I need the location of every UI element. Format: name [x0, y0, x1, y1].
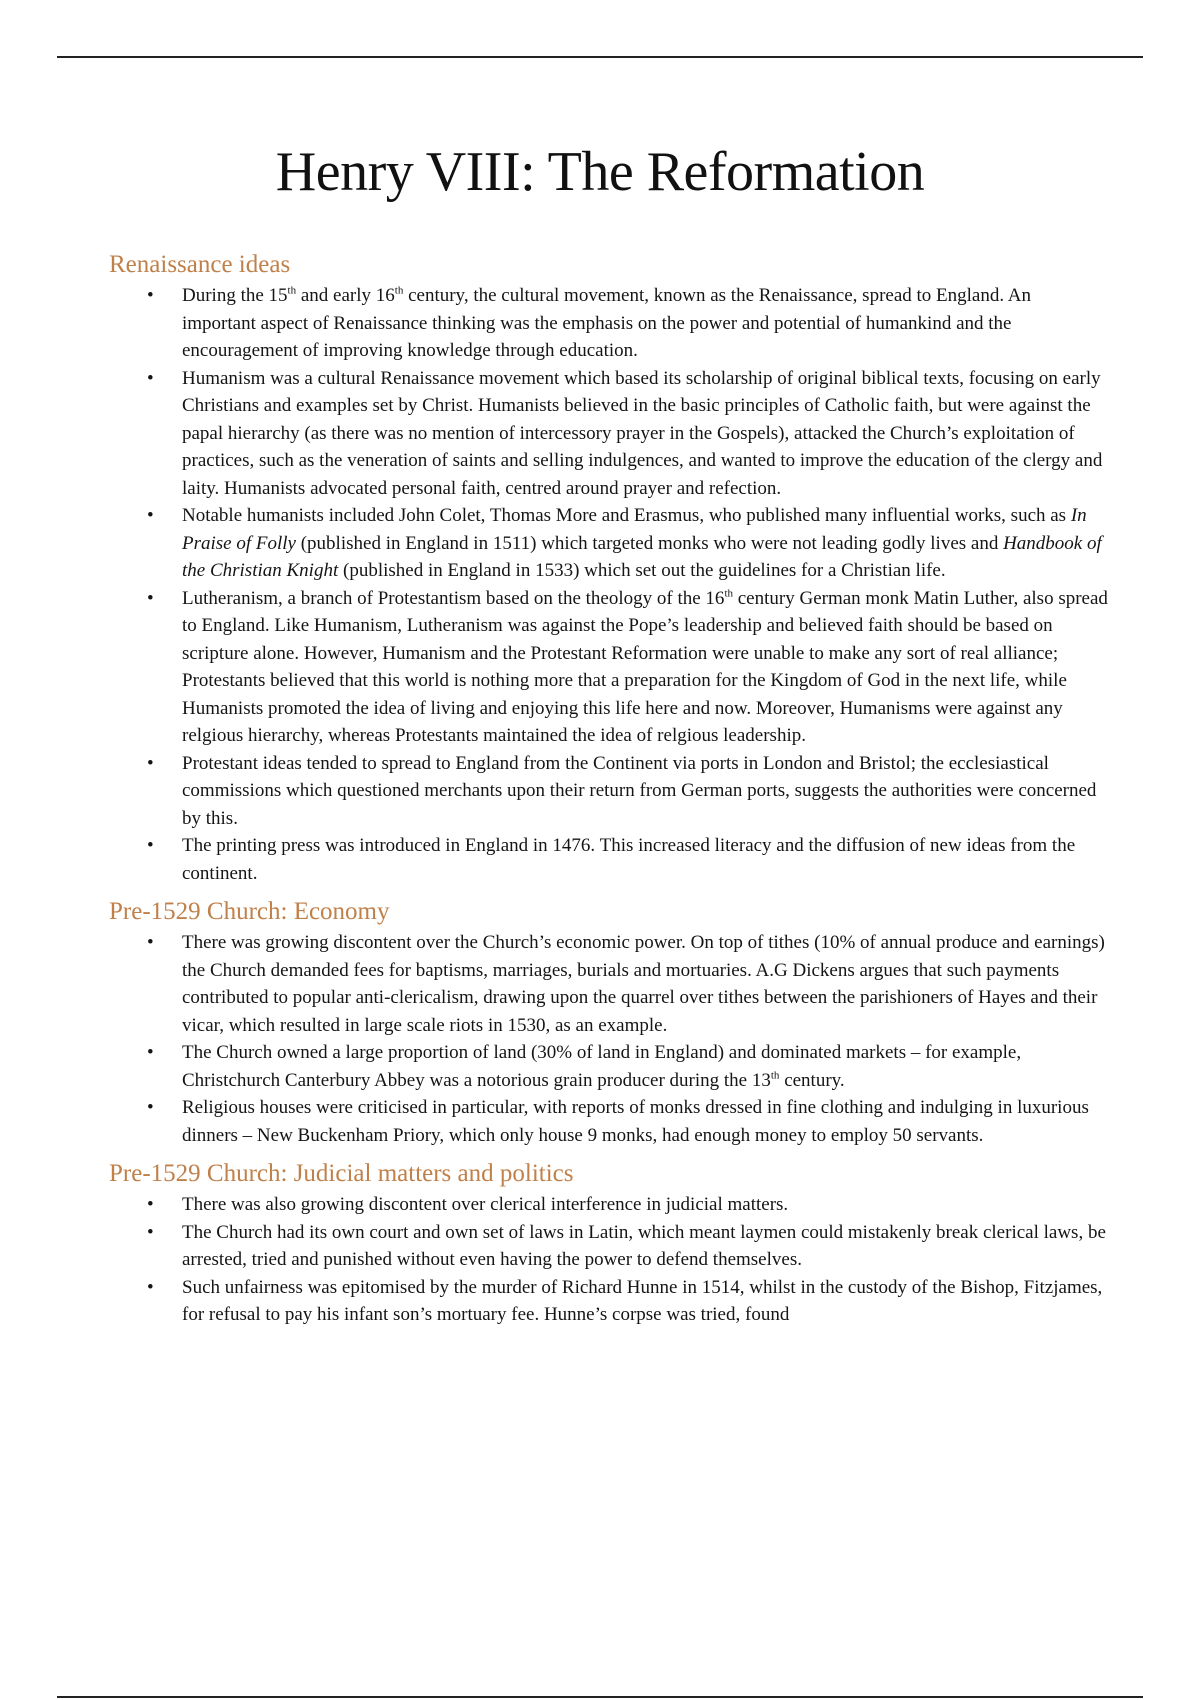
list-item: [109, 502, 1109, 585]
bullet-icon: •: [147, 505, 154, 526]
list-item: [109, 585, 1109, 750]
bullet-icon: •: [147, 587, 154, 609]
section-heading: Pre-1529 Church: Judicial matters and politics: [109, 1160, 574, 1187]
list-item-text: Notable humanists included John Colet, Thomas More and Erasmus, who published many influential works, such as In Praise of Folly (published in England in 1511) which targeted monks who were not leading godly lives and Handbook of the Christian Knight (published in England in 1533) which set out the guidelines for a Christian life.: [182, 505, 1102, 581]
bullet-icon: •: [147, 1194, 154, 1215]
list-item-text: The Church owned a large proportion of land (30% of land in England) and dominated markets – for example, Christchurch Canterbury Abbey was a notorious grain producer during the 13th century.: [182, 1042, 1022, 1091]
section: [109, 250, 1109, 887]
list-item: [109, 1039, 1109, 1094]
section-heading: Renaissance ideas: [109, 251, 291, 278]
bullet-icon: •: [147, 285, 154, 306]
list-item-text: Protestant ideas tended to spread to England from the Continent via ports in London and Bristol; the ecclesiastical commissions which questioned merchants upon their return from German ports, suggests the authorities were concerned by this.: [182, 752, 1097, 829]
list-item-text: Religious houses were criticised in particular, with reports of monks dressed in fine clothing and indulging in luxurious dinners – New Buckenham Priory, which only house 9 monks, had enough money to employ 50 servants.: [182, 1097, 1089, 1146]
bullet-icon: •: [147, 932, 154, 953]
list-item: [109, 1094, 1109, 1149]
section: [109, 897, 1109, 1149]
list-item: [109, 365, 1109, 503]
list-item-text: There was also growing discontent over clerical interference in judicial matters.: [182, 1194, 789, 1215]
list-item: [109, 1191, 1109, 1219]
bullet-list: [109, 1191, 1109, 1329]
page-title: Henry VIII: The Reformation: [275, 141, 925, 203]
list-item: [109, 1219, 1109, 1274]
top-rule: [57, 56, 1143, 58]
list-item: [109, 750, 1109, 833]
list-item: [109, 282, 1109, 365]
bullet-icon: •: [147, 1042, 154, 1063]
section: [109, 1159, 1109, 1329]
list-item-text: There was growing discontent over the Church’s economic power. On top of tithes (10% of annual produce and earnings) the Church demanded fees for baptisms, marriages, burials and mortuaries. A.G Dickens argues that such payments contributed to popular anti-clericalism, drawing upon the quarrel over tithes between the parishioners of Hayes and their vicar, which resulted in large scale riots in 1530, as an example.: [182, 932, 1105, 1036]
bullet-icon: •: [147, 1276, 154, 1298]
list-item-text: The Church had its own court and own set of laws in Latin, which meant laymen could mistakenly break clerical laws, be arrested, tried and punished without even having the power to defend themselves.: [182, 1221, 1106, 1270]
bullet-icon: •: [147, 1221, 154, 1243]
bottom-rule: [57, 1696, 1143, 1698]
list-item-text: The printing press was introduced in England in 1476. This increased literacy and the diffusion of new ideas from the continent.: [182, 835, 1076, 884]
bullet-icon: •: [147, 1097, 154, 1118]
bullet-icon: •: [147, 367, 154, 389]
list-item: [109, 832, 1109, 887]
bullet-list: [109, 282, 1109, 887]
list-item-text: Humanism was a cultural Renaissance movement which based its scholarship of original biblical texts, focusing on early Christians and examples set by Christ. Humanists believed in the basic principles of Catholic faith, but were against the papal hierarchy (as there was no mention of intercessory prayer in the Gospels), attacked the Church’s exploitation of practices, such as the veneration of saints and selling indulgences, and wanted to improve the education of the clergy and laity. Humanists advocated personal faith, centred around prayer and refection.: [182, 367, 1103, 499]
bullet-icon: •: [147, 752, 154, 774]
document-body: [109, 250, 1109, 1329]
list-item-text: Such unfairness was epitomised by the murder of Richard Hunne in 1514, whilst in the custody of the Bishop, Fitzjames, for refusal to pay his infant son’s mortuary fee. Hunne’s corpse was tried, found: [182, 1276, 1103, 1325]
section-heading: Pre-1529 Church: Economy: [109, 898, 390, 925]
bullet-icon: •: [147, 835, 154, 856]
list-item: [109, 929, 1109, 1039]
bullet-list: [109, 929, 1109, 1149]
list-item: [109, 1274, 1109, 1329]
list-item-text: Lutheranism, a branch of Protestantism based on the theology of the 16th century German monk Matin Luther, also spread to England. Like Humanism, Lutheranism was against the Pope’s leadership and believed faith should be based on scripture alone. However, Humanism and the Protestant Reformation were unable to make any sort of real alliance; Protestants believed that this world is nothing more that a preparation for the Kingdom of God in the next life, while Humanists promoted the idea of living and enjoying this life here and now. Moreover, Humanisms were against any relgious hierarchy, whereas Protestants maintained the idea of relgious leadership.: [182, 587, 1108, 746]
list-item-text: During the 15th and early 16th century, the cultural movement, known as the Renaissance, spread to England. An important aspect of Renaissance thinking was the emphasis on the power and potential of humankind and the encouragement of improving knowledge through education.: [182, 284, 1032, 361]
